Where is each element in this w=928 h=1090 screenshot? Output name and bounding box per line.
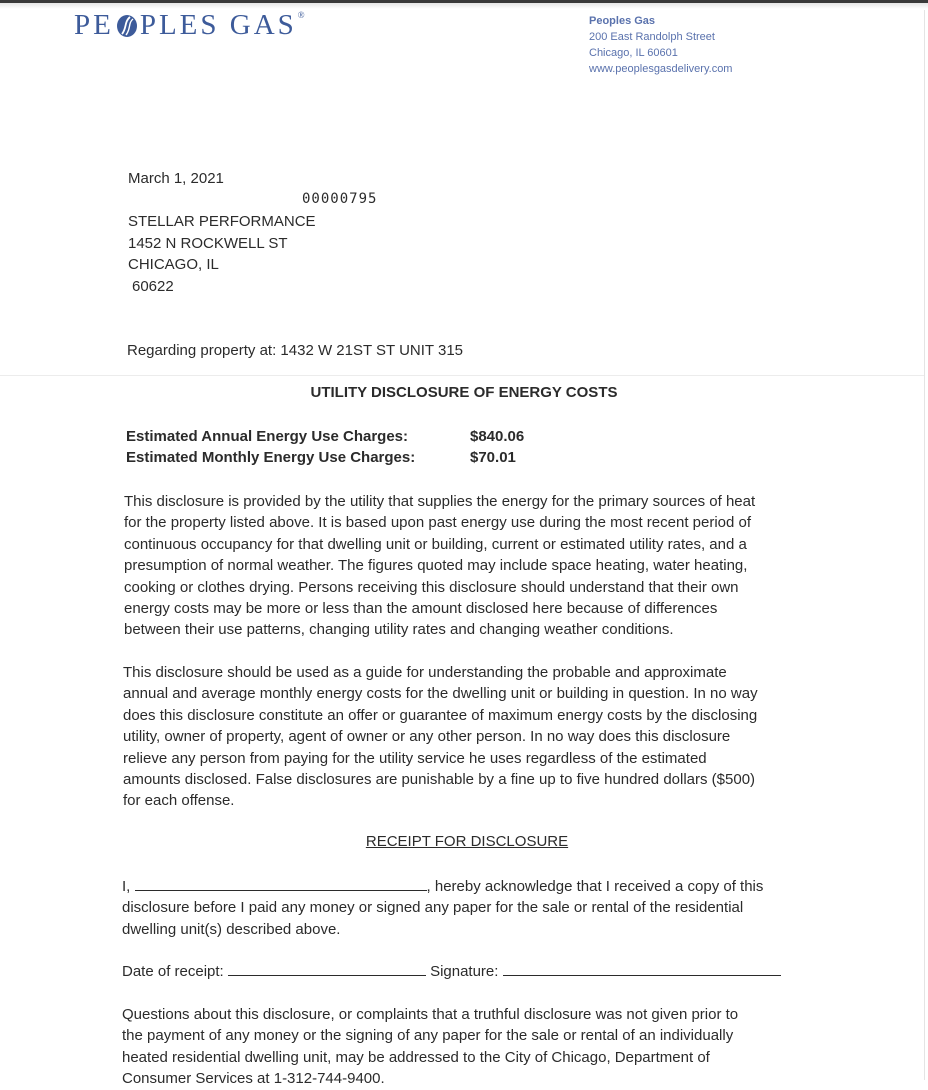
regarding-property: Regarding property at: 1432 W 21ST ST UNIT 315 [127,342,464,359]
paragraph-line: heated residential dwelling unit, may be addressed to the City of Chicago, Department of [122,1048,710,1066]
sender-street: 200 East Randolph Street [589,31,715,43]
ack-prefix: I, [122,878,131,895]
paragraph-line: does this disclosure constitute an offer or guarantee of maximum energy costs by the disclosing [123,706,758,724]
logo-text-start: PE [74,8,114,41]
signature-field[interactable] [503,961,781,976]
acknowledgement-line-2: disclosure before I paid any money or signed any paper for the sale or rental of the residential [122,899,744,917]
letter-date: March 1, 2021 [128,170,224,187]
recipient-name: STELLAR PERFORMANCE [128,213,316,230]
monthly-charges-row [126,447,524,468]
fold-line [0,375,924,376]
date-of-receipt-label: Date of receipt: [122,963,224,980]
paragraph-line: for each offense. [123,792,235,810]
recipient-city: CHICAGO, IL [128,256,219,273]
receipt-title: RECEIPT FOR DISCLOSURE [365,833,569,850]
annual-charges-label: Estimated Annual Energy Use Charges: [126,428,409,445]
recipient-street: 1452 N ROCKWELL ST [128,234,288,252]
registered-mark: ® [297,10,305,20]
monthly-charges-label: Estimated Monthly Energy Use Charges: [126,449,416,466]
questions-paragraph [122,1004,822,1090]
disclosure-paragraph-1 [124,491,824,641]
flame-logo-icon [115,12,139,38]
monthly-charges-value: $70.01 [470,449,516,466]
paragraph-line: the payment of any money or the signing of any paper for the sale or rental of an individually [122,1027,734,1045]
recipient-address [128,211,316,297]
acknowledgement-line-3: dwelling unit(s) described above. [122,920,341,938]
disclosure-title: UTILITY DISCLOSURE OF ENERGY COSTS [310,384,618,401]
paragraph-line: This disclosure should be used as a guide for understanding the probable and approximate [123,664,727,681]
peoples-gas-logo [74,8,305,42]
sender-name: Peoples Gas [589,15,656,27]
ack-suffix: , hereby acknowledge that I received a copy of this [426,878,764,895]
sender-address [589,13,732,77]
paragraph-line: presumption of normal weather. The figures quoted may include space heating, water heating, [124,557,748,575]
paragraph-line: Questions about this disclosure, or complaints that a truthful disclosure was not given prior to [122,1006,739,1023]
paragraph-line: utility, owner of property, agent of owner or any other person. In no way does this disclosure [123,728,731,746]
name-blank-field[interactable] [135,876,427,891]
sender-website[interactable]: www.peoplesgasdelivery.com [589,63,733,75]
paragraph-line: cooking or clothes drying. Persons receiving this disclosure should understand that their own [124,578,739,596]
recipient-zip: 60622 [132,277,174,295]
paragraph-line: This disclosure is provided by the utility that supplies the energy for the primary sources of heat [124,493,756,510]
paragraph-line: relieve any person from paying for the utility service he uses regardless of the estimated [123,749,707,767]
paragraph-line: amounts disclosed. False disclosures are punishable by a fine up to five hundred dollars ($500) [123,771,756,789]
disclosure-paragraph-2 [123,662,823,812]
paragraph-line: energy costs may be more or less than the amount disclosed here because of differences [124,600,718,618]
logo-text-end: PLES GAS [139,8,297,41]
receipt-signature-row [122,961,822,982]
reference-number: 00000795 [302,191,378,207]
paragraph-line: annual and average monthly energy costs for the dwelling unit or building in question. In no way [123,685,758,703]
paragraph-line: Consumer Services at 1-312-744-9400. [122,1070,385,1088]
date-of-receipt-field[interactable] [228,961,426,976]
annual-charges-row [126,426,524,447]
signature-label: Signature: [430,963,499,980]
charges-summary [126,426,524,468]
receipt-acknowledgement [122,876,822,940]
signature-row-line [122,961,822,982]
annual-charges-value: $840.06 [470,428,525,445]
paragraph-line: between their use patterns, changing utility rates and changing weather conditions. [124,621,674,639]
page-edge-line [924,10,925,1080]
paragraph-line: for the property listed above. It is based upon past energy use during the most recent period of [124,514,752,532]
paragraph-line: continuous occupancy for that dwelling unit or building, current or estimated utility rates, and a [124,535,747,553]
acknowledgement-line-1 [122,876,822,897]
sender-city: Chicago, IL 60601 [589,47,678,59]
